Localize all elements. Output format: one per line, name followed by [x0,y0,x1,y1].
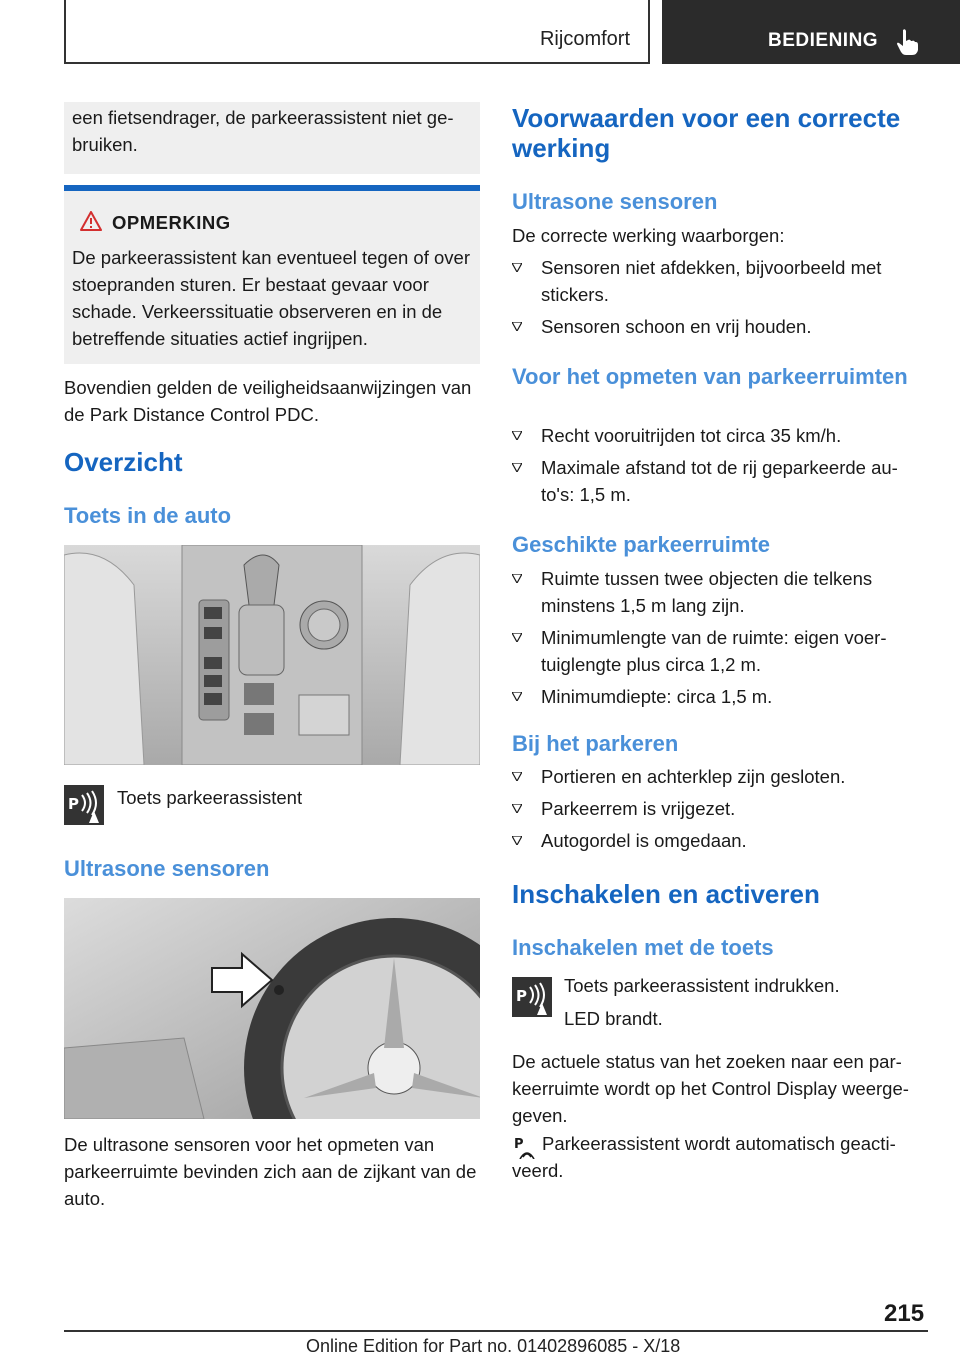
pointing-hand-icon [895,28,921,56]
list-item [512,313,922,340]
list-item-text: Parkeerrem is vrijgezet. [541,798,736,819]
list-item [512,795,922,822]
list-item-text: Recht vooruitrijden tot circa 35 km/h. [541,425,842,446]
heading-conditions: Voorwaarden voor een correcte werking [512,103,901,163]
sensors-list [512,254,922,345]
list-item-text: Ruimte tussen twee objecten die telkens minstens 1,5 m lang zijn. [541,568,873,616]
center-console-photo [64,545,480,765]
triangle-bullet-icon [512,574,522,583]
park-assist-button-icon [64,785,104,825]
heading-suitable-space: Geschikte parkeerruimte [512,532,771,557]
svg-text:P: P [514,1137,524,1152]
sensors-intro: De correcte werking waarborgen: [512,225,785,246]
warning-triangle-icon [80,211,102,231]
triangle-bullet-icon [512,836,522,845]
triangle-bullet-icon [512,692,522,701]
note-text: De parkeerassistent kan eventueel tegen of over stoepranden sturen. Er bestaat gevaar voor schade. Verkeerssituatie observeren en in de betreffende situaties actief ingrijpen. [72,247,470,349]
heading-with-button: Inschakelen met de toets [512,935,774,960]
triangle-bullet-icon [512,263,522,272]
list-item [512,454,922,508]
parking-list [512,763,922,859]
list-item-text: Sensoren niet afdekken, bijvoorbeeld met stickers. [541,257,882,305]
svg-text:P: P [516,987,527,1005]
list-item [512,624,922,678]
page-number: 215 [884,1300,925,1327]
list-item-text: Minimumlengte van de ruimte: eigen voertuiglengte plus circa 1,2 m. [541,627,887,675]
list-item-text: Autogordel is omgedaan. [541,830,747,851]
safety-paragraph: Bovendien gelden de veiligheidsaanwijzingen van de Park Distance Control PDC. [64,377,472,425]
svg-text:P: P [68,795,79,813]
note-title: OPMERKING [112,212,231,233]
led-text: LED brandt. [564,1008,663,1029]
triangle-bullet-icon [512,772,522,781]
press-button-text: Toets parkeerassistent indrukken. [564,975,840,996]
list-item-text: Maximale afstand tot de rij geparkeerde auto's: 1,5 m. [541,457,898,505]
list-item-text: Minimumdiepte: circa 1,5 m. [541,686,773,707]
sensor-location-paragraph: De ultrasone sensoren voor het opmeten van parkeerruimte bevinden zich aan de zijkant van de auto. [64,1134,477,1209]
heading-button-in-car: Toets in de auto [64,503,232,528]
header-chapter-label: BEDIENING [768,30,879,51]
triangle-bullet-icon [512,463,522,472]
list-item [512,254,922,308]
list-item [512,827,922,854]
list-item-text: Sensoren schoon en vrij houden. [541,316,812,337]
button-caption: Toets parkeerassistent [117,787,303,808]
heading-overview: Overzicht [64,447,183,477]
park-assist-button-icon [512,977,552,1017]
auto-activation-paragraph: Parkeerassistent wordt automatisch geactiveerd. [512,1133,896,1181]
heading-activate: Inschakelen en activeren [512,879,820,909]
heading-ultrasonic-sensors: Ultrasone sensoren [64,856,270,881]
list-item [512,763,922,790]
triangle-bullet-icon [512,431,522,440]
triangle-bullet-icon [512,633,522,642]
list-item-text: Portieren en achterklep zijn gesloten. [541,766,846,787]
footer-divider [64,1330,928,1332]
list-item [512,422,922,449]
measure-list [512,422,922,513]
suitable-list [512,565,922,715]
header-section-title: Rijcomfort [539,28,630,50]
heading-sensors-conditions: Ultrasone sensoren [512,189,718,214]
heading-when-parking: Bij het parkeren [512,731,679,756]
sensor-location-photo [64,898,480,1119]
continuation-text: een fietsendrager, de parkeerassistent niet gebruiken. [72,107,454,155]
status-paragraph: De actuele status van het zoeken naar een parkeerruimte wordt op het Control Display weergegeven. [512,1051,909,1126]
triangle-bullet-icon [512,322,522,331]
footer-edition: Online Edition for Part no. 01402896085 - X/18 [306,1336,681,1356]
list-item [512,683,922,710]
triangle-bullet-icon [512,804,522,813]
list-item [512,565,922,619]
heading-measuring: Voor het opmeten van parkeerruimten [512,364,908,389]
